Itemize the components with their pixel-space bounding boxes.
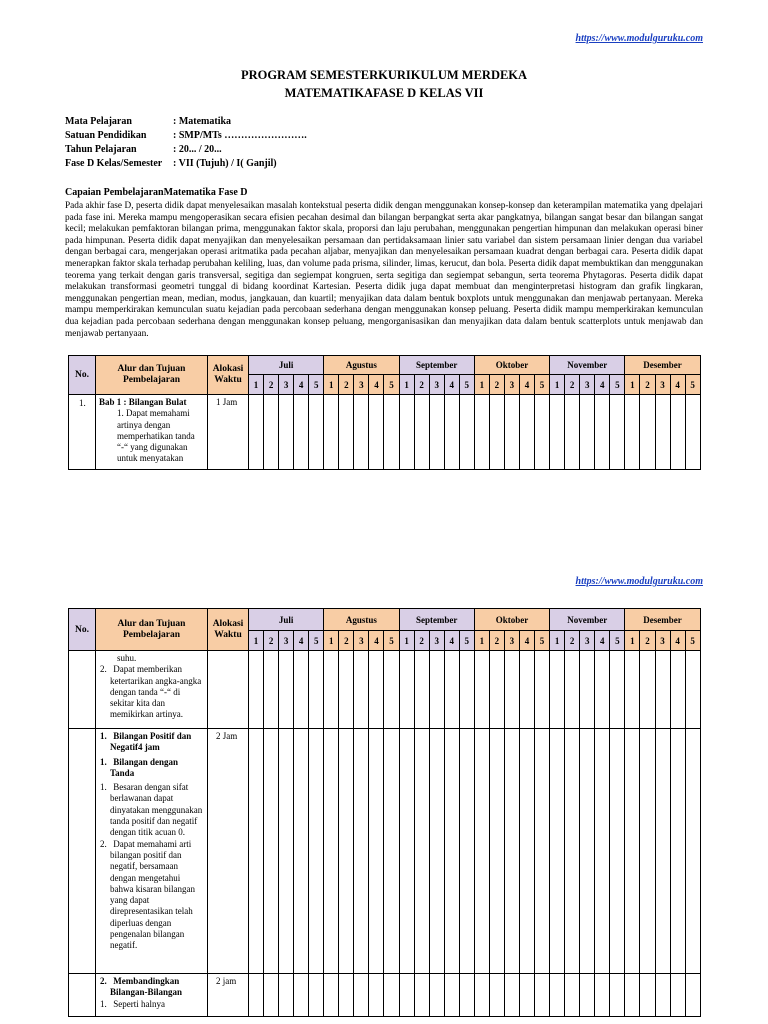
- schedule-cell: [309, 729, 324, 974]
- schedule-cell: [264, 729, 279, 974]
- meta-row-school: [65, 129, 307, 143]
- objective-number: 1.: [117, 408, 124, 419]
- schedule-cell: [655, 729, 670, 974]
- week-header: 3: [279, 375, 294, 395]
- subchapter-number: 1.: [100, 756, 107, 767]
- schedule-cell: [625, 651, 640, 729]
- schedule-cell: [309, 651, 324, 729]
- row-number: 1.: [69, 395, 96, 470]
- week-header: 3: [655, 631, 670, 651]
- schedule-cell: [414, 729, 429, 974]
- schedule-cell: [504, 395, 519, 470]
- schedule-table-page2: [68, 608, 701, 1017]
- schedule-cell: [414, 651, 429, 729]
- schedule-cell: [474, 395, 489, 470]
- schedule-cell: [580, 651, 595, 729]
- month-juli: Juli: [249, 356, 324, 375]
- website-link[interactable]: https://www.modulguruku.com: [575, 576, 703, 587]
- week-header: 1: [324, 631, 339, 651]
- week-header: 5: [384, 375, 399, 395]
- schedule-cell: [354, 651, 369, 729]
- schedule-cell: [384, 395, 399, 470]
- week-header: 1: [550, 631, 565, 651]
- schedule-cell: [459, 974, 474, 1017]
- row-number: [69, 729, 96, 974]
- schedule-cell: [670, 651, 685, 729]
- schedule-cell: [399, 729, 414, 974]
- schedule-cell: [399, 974, 414, 1017]
- row-number: [69, 974, 96, 1017]
- schedule-cell: [655, 974, 670, 1017]
- month-oktober: Oktober: [474, 356, 549, 375]
- month-oktober: Oktober: [474, 609, 549, 631]
- row-alur: [96, 395, 208, 470]
- schedule-cell: [640, 395, 655, 470]
- schedule-cell: [685, 651, 700, 729]
- meta-row-semester: [65, 157, 307, 171]
- schedule-cell: [429, 395, 444, 470]
- schedule-cell: [339, 729, 354, 974]
- schedule-cell: [489, 395, 504, 470]
- chapter-title: [99, 731, 204, 754]
- schedule-cell: [354, 729, 369, 974]
- schedule-cell: [429, 729, 444, 974]
- schedule-cell: [459, 651, 474, 729]
- objective-continued: suhu.: [117, 653, 137, 663]
- objective-text: Seperti halnya: [113, 998, 165, 1009]
- schedule-cell: [580, 974, 595, 1017]
- schedule-cell: [565, 974, 580, 1017]
- schedule-cell: [535, 395, 550, 470]
- objective-number: 2.: [100, 664, 107, 675]
- week-header: 3: [655, 375, 670, 395]
- week-header: 3: [429, 375, 444, 395]
- document-subtitle: MATEMATIKAFASE D KELAS VII: [284, 86, 484, 100]
- week-header: 5: [309, 631, 324, 651]
- chapter-number: 2.: [100, 976, 107, 986]
- schedule-cell: [519, 651, 534, 729]
- chapter-title-text: Membandingkan Bilangan-Bilangan: [110, 976, 183, 998]
- week-header: 2: [264, 375, 279, 395]
- schedule-cell: [670, 974, 685, 1017]
- table-row: [69, 974, 701, 1017]
- schedule-cell: [429, 974, 444, 1017]
- week-header: 4: [670, 375, 685, 395]
- schedule-cell: [489, 729, 504, 974]
- schedule-cell: [489, 651, 504, 729]
- schedule-cell: [595, 729, 610, 974]
- schedule-cell: [550, 395, 565, 470]
- row-number: [69, 651, 96, 729]
- meta-row-subject: [65, 115, 307, 129]
- schedule-cell: [519, 729, 534, 974]
- schedule-cell: [414, 395, 429, 470]
- schedule-cell: [670, 395, 685, 470]
- schedule-cell: [610, 651, 625, 729]
- meta-label: Satuan Pendidikan: [65, 130, 147, 141]
- schedule-cell: [339, 651, 354, 729]
- week-header: 3: [504, 631, 519, 651]
- schedule-cell: [249, 974, 264, 1017]
- schedule-cell: [279, 651, 294, 729]
- week-header: 4: [595, 631, 610, 651]
- week-header: 5: [384, 631, 399, 651]
- month-november: November: [550, 609, 625, 631]
- schedule-cell: [535, 729, 550, 974]
- row-alokasi: 1 Jam: [208, 395, 249, 470]
- chapter-title: [99, 976, 204, 999]
- schedule-cell: [504, 974, 519, 1017]
- week-header: 1: [550, 375, 565, 395]
- subchapter-title: [99, 757, 204, 780]
- objective-text: Dapat memberikan ketertarikan angka-angka dengan tanda “-“ di sekitar kita dan memikirkan artinya.: [110, 664, 202, 720]
- schedule-cell: [459, 729, 474, 974]
- schedule-cell: [640, 651, 655, 729]
- schedule-cell: [670, 729, 685, 974]
- objective-text: Besaran dengan sifat berlawanan dapat dinyatakan menggunakan tanda positif dan negatif dengan titik acuan 0.: [110, 782, 203, 838]
- schedule-cell: [504, 729, 519, 974]
- week-header: 4: [294, 631, 309, 651]
- schedule-cell: [474, 651, 489, 729]
- header-alur: Alur dan Tujuan Pembelajaran: [96, 609, 208, 651]
- objective-number: 2.: [100, 838, 107, 849]
- schedule-cell: [655, 395, 670, 470]
- schedule-cell: [279, 974, 294, 1017]
- schedule-cell: [249, 651, 264, 729]
- subchapter-title-text: Bilangan dengan Tanda: [110, 756, 179, 778]
- schedule-cell: [264, 974, 279, 1017]
- objective-item: [99, 664, 204, 720]
- week-header: 3: [279, 631, 294, 651]
- schedule-cell: [655, 651, 670, 729]
- schedule-cell: [519, 395, 534, 470]
- schedule-cell: [294, 974, 309, 1017]
- chapter-title-text: Bilangan Positif dan Negatif4 jam: [110, 731, 192, 753]
- objective-text: Dapat memahami arti bilangan positif dan negatif, bersamaan dengan mengetahui bahwa kisaran bilangan yang dapat direpresentasikan telah diperluas dengan pengenalan bilangan negatif.: [110, 838, 195, 951]
- schedule-cell: [444, 974, 459, 1017]
- week-header: 1: [249, 631, 264, 651]
- week-header: 1: [474, 631, 489, 651]
- schedule-cell: [249, 395, 264, 470]
- week-header: 5: [610, 375, 625, 395]
- month-november: November: [550, 356, 625, 375]
- row-alur: [96, 729, 208, 974]
- schedule-cell: [474, 974, 489, 1017]
- website-link[interactable]: https://www.modulguruku.com: [575, 33, 703, 44]
- schedule-cell: [610, 974, 625, 1017]
- week-header: 1: [625, 375, 640, 395]
- document-title: PROGRAM SEMESTERKURIKULUM MERDEKA: [240, 68, 528, 82]
- schedule-cell: [324, 974, 339, 1017]
- week-header: 5: [535, 631, 550, 651]
- objective-number: 1.: [100, 998, 107, 1009]
- week-header: 4: [369, 375, 384, 395]
- schedule-cell: [294, 729, 309, 974]
- schedule-cell: [294, 395, 309, 470]
- schedule-cell: [294, 651, 309, 729]
- schedule-cell: [279, 395, 294, 470]
- chapter-title: Bab 1 : Bilangan Bulat: [99, 397, 187, 407]
- week-header: 2: [489, 375, 504, 395]
- document-meta: [65, 115, 307, 171]
- month-agustus: Agustus: [324, 356, 399, 375]
- schedule-cell: [384, 651, 399, 729]
- chapter-number: 1.: [100, 731, 107, 741]
- month-agustus: Agustus: [324, 609, 399, 631]
- schedule-cell: [429, 651, 444, 729]
- schedule-cell: [685, 974, 700, 1017]
- meta-value: : Matematika: [173, 116, 232, 127]
- week-header: 4: [519, 631, 534, 651]
- schedule-cell: [264, 651, 279, 729]
- meta-value: : SMP/MTs …………………….: [173, 130, 307, 141]
- schedule-cell: [504, 651, 519, 729]
- week-header: 1: [625, 631, 640, 651]
- schedule-cell: [580, 395, 595, 470]
- week-header: 4: [670, 631, 685, 651]
- week-header: 1: [324, 375, 339, 395]
- schedule-cell: [264, 395, 279, 470]
- schedule-cell: [550, 974, 565, 1017]
- schedule-cell: [640, 974, 655, 1017]
- schedule-cell: [625, 729, 640, 974]
- objective-item: [99, 839, 204, 952]
- week-header: 5: [685, 631, 700, 651]
- schedule-cell: [489, 974, 504, 1017]
- schedule-cell: [414, 974, 429, 1017]
- week-header: 5: [459, 375, 474, 395]
- objective-item: [99, 408, 204, 464]
- schedule-cell: [354, 395, 369, 470]
- week-header: 3: [354, 375, 369, 395]
- schedule-cell: [550, 651, 565, 729]
- week-header: 5: [535, 375, 550, 395]
- schedule-cell: [384, 729, 399, 974]
- week-header: 4: [294, 375, 309, 395]
- schedule-cell: [610, 395, 625, 470]
- week-header: 2: [565, 375, 580, 395]
- schedule-cell: [685, 395, 700, 470]
- schedule-cell: [339, 395, 354, 470]
- week-header: 3: [429, 631, 444, 651]
- week-header: 2: [414, 375, 429, 395]
- schedule-cell: [324, 395, 339, 470]
- table-row: [69, 729, 701, 974]
- header-no: No.: [69, 609, 96, 651]
- week-header: 2: [640, 631, 655, 651]
- meta-value: : VII (Tujuh) / I( Ganjil): [173, 158, 277, 169]
- schedule-cell: [339, 974, 354, 1017]
- schedule-cell: [354, 974, 369, 1017]
- week-header: 2: [640, 375, 655, 395]
- schedule-cell: [384, 974, 399, 1017]
- header-alokasi: Alokasi Waktu: [208, 356, 249, 395]
- week-header: 3: [354, 631, 369, 651]
- schedule-cell: [444, 651, 459, 729]
- week-header: 1: [474, 375, 489, 395]
- week-header: 5: [610, 631, 625, 651]
- schedule-cell: [369, 729, 384, 974]
- schedule-cell: [474, 729, 489, 974]
- schedule-cell: [459, 395, 474, 470]
- schedule-cell: [309, 395, 324, 470]
- week-header: 4: [519, 375, 534, 395]
- week-header: 1: [399, 375, 414, 395]
- row-alur: [96, 651, 208, 729]
- schedule-cell: [640, 729, 655, 974]
- meta-row-year: [65, 143, 307, 157]
- week-header: 3: [580, 631, 595, 651]
- schedule-cell: [369, 395, 384, 470]
- week-header: 2: [339, 375, 354, 395]
- row-alokasi: [208, 651, 249, 729]
- week-header: 4: [444, 375, 459, 395]
- schedule-cell: [399, 651, 414, 729]
- schedule-table-page1: [68, 355, 701, 470]
- schedule-cell: [535, 974, 550, 1017]
- row-alur: [96, 974, 208, 1017]
- schedule-cell: [550, 729, 565, 974]
- schedule-cell: [595, 395, 610, 470]
- row-alokasi: 2 jam: [208, 974, 249, 1017]
- schedule-cell: [324, 651, 339, 729]
- week-header: 3: [504, 375, 519, 395]
- schedule-cell: [399, 395, 414, 470]
- week-header: 2: [565, 631, 580, 651]
- month-juli: Juli: [249, 609, 324, 631]
- week-header: 1: [399, 631, 414, 651]
- objective-text: Dapat memahami artinya dengan memperhatikan tanda “-“ yang digunakan untuk menyatakan: [117, 408, 195, 464]
- schedule-cell: [610, 729, 625, 974]
- month-desember: Desember: [625, 609, 700, 631]
- schedule-cell: [309, 974, 324, 1017]
- schedule-cell: [625, 974, 640, 1017]
- week-header: 2: [489, 631, 504, 651]
- objective-item: [99, 782, 204, 838]
- schedule-cell: [595, 651, 610, 729]
- week-header: 3: [580, 375, 595, 395]
- week-header: 5: [685, 375, 700, 395]
- schedule-cell: [249, 729, 264, 974]
- schedule-cell: [565, 729, 580, 974]
- schedule-cell: [444, 729, 459, 974]
- schedule-cell: [565, 395, 580, 470]
- table-row: [69, 395, 701, 470]
- meta-label: Fase D Kelas/Semester: [65, 158, 163, 169]
- week-header: 2: [339, 631, 354, 651]
- header-no: No.: [69, 356, 96, 395]
- week-header: 1: [249, 375, 264, 395]
- week-header: 4: [595, 375, 610, 395]
- learning-outcomes-text: Pada akhir fase D, peserta didik dapat menyelesaikan masalah kontekstual peserta didik dengan menggunakan konsep-konsep dan keterampilan matematika yang dpelajari pada fase ini. Mereka mampu mengoperasikan secara efisien pecahan desimal dan bilangan berpangkat serta akar pangkatnya, bilangan sangat besar dan bilangan sangat kecil; melakukan pemfaktoran bilangan prima, menggunakan faktor skala, proporsi dan laju perubahan, menggunakan pengertian himpunan dan melakukan operasi biner pada himpunan. Peserta didik dapat menyajikan dan menyelesaikan persamaan dan pertidaksamaan linier satu variabel dan sistem persamaan linier dengan dua variabel dengan berbagai cara, mengerjakan operasi aritmatika pada pecahan aljabar, menyajikan dan menyelesaikan persamaan kuadrat dengan berbagai cara. Peserta didik dapat menerapkan faktor skala terhadap perubahan keliling, luas, dan volume pada prisma, silinder, limas, kerucut, dan bola. Peserta didik dapat membuktikan dan menggunakan teorema yang terkait dengan garis transversal, segitiga dan segiempat kongruen, serta segitiga dan segiempat sebangun, serta teorema Phytagoras. Peserta didik dapat melakukan transformasi geometri tunggal di bidang koordinat Kartesian. Peserta didik juga dapat membuat dan menginterpretasi histogram dan grafik lingkaran, menggunakan pengertian mean, median, modus, jangkauan, dan kuartil; menyajikan data dalam bentuk boxplots untuk menggunakan dan menjawab pertanyaan. Mereka mampu memperkirakan kemunculan suatu kejadian pada percobaan sederhana dengan menggunakan konsep peluang. Peserta didik mampu memperkirakan kemunculan dua kejadian pada percobaan sederhana dengan menggunakan konsep peluang, mengorganisasikan dan menyajikan data dalam bentuk scatterplots untuk menjawab dan menjawab pertanyaan.: [65, 201, 703, 339]
- schedule-cell: [519, 974, 534, 1017]
- week-header: 5: [309, 375, 324, 395]
- table-row: [69, 651, 701, 729]
- objective-number: 1.: [100, 782, 107, 793]
- header-alokasi: Alokasi Waktu: [208, 609, 249, 651]
- schedule-cell: [369, 974, 384, 1017]
- schedule-cell: [324, 729, 339, 974]
- row-alokasi: 2 Jam: [208, 729, 249, 974]
- header-alur: Alur dan Tujuan Pembelajaran: [96, 356, 208, 395]
- month-desember: Desember: [625, 356, 700, 375]
- schedule-cell: [444, 395, 459, 470]
- schedule-cell: [535, 651, 550, 729]
- schedule-cell: [369, 651, 384, 729]
- schedule-cell: [685, 729, 700, 974]
- meta-value: : 20... / 20...: [173, 144, 222, 155]
- objective-item: [99, 999, 204, 1010]
- schedule-cell: [565, 651, 580, 729]
- schedule-cell: [625, 395, 640, 470]
- schedule-cell: [279, 729, 294, 974]
- week-header: 5: [459, 631, 474, 651]
- week-header: 2: [264, 631, 279, 651]
- week-header: 4: [444, 631, 459, 651]
- month-september: September: [399, 609, 474, 631]
- schedule-cell: [580, 729, 595, 974]
- schedule-cell: [595, 974, 610, 1017]
- learning-outcomes-heading: Capaian PembelajaranMatematika Fase D: [65, 187, 248, 198]
- week-header: 4: [369, 631, 384, 651]
- month-september: September: [399, 356, 474, 375]
- meta-label: Tahun Pelajaran: [65, 144, 137, 155]
- meta-label: Mata Pelajaran: [65, 116, 132, 127]
- week-header: 2: [414, 631, 429, 651]
